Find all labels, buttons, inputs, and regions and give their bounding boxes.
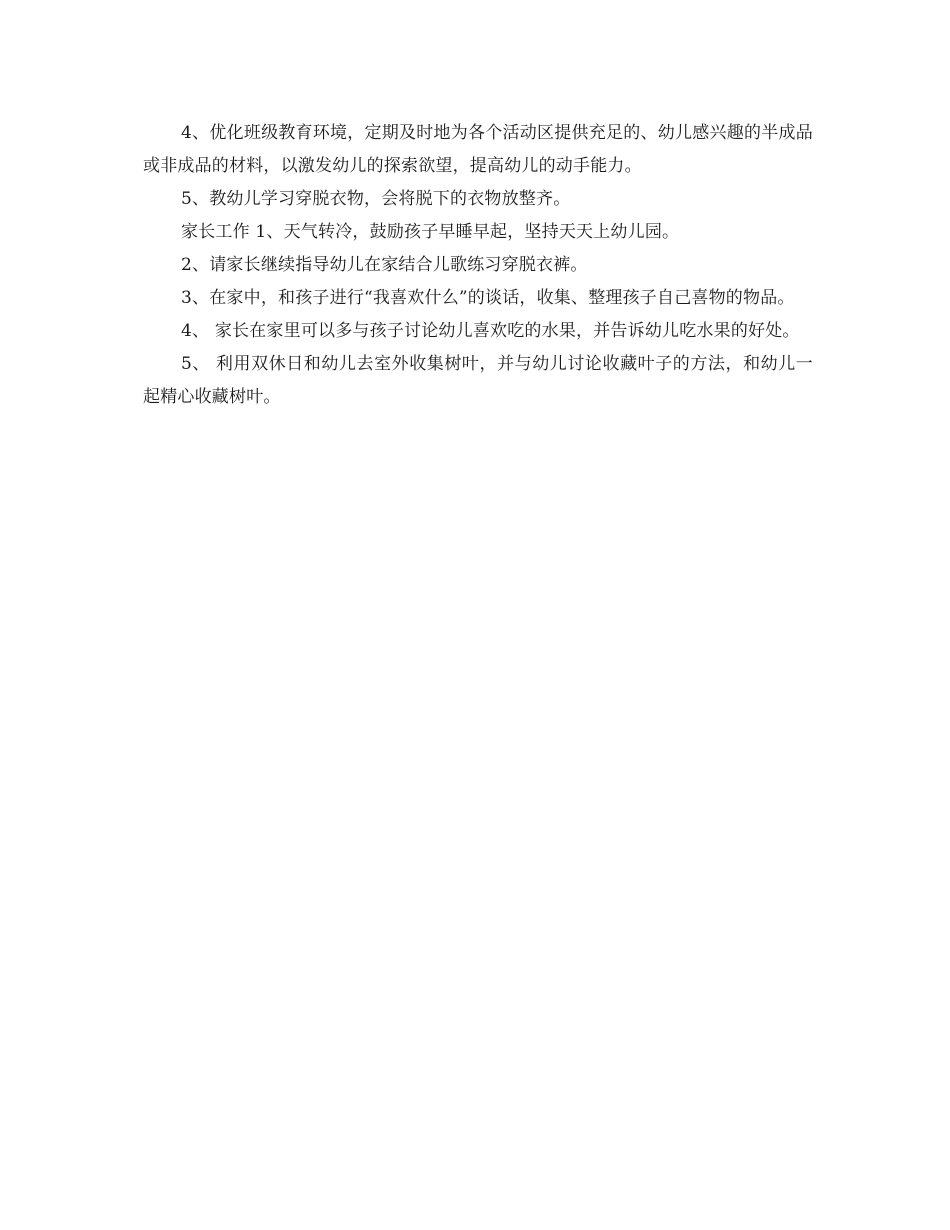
- paragraph-parent-work-2: 2、请家长继续指导幼儿在家结合儿歌练习穿脱衣裤。: [181, 255, 588, 275]
- paragraph-parent-work-5: 5、 利用双休日和幼儿去室外收集树叶，并与幼儿讨论收藏叶子的方法，和幼儿一起精心收藏树叶。: [143, 354, 813, 407]
- document-body: [143, 117, 813, 414]
- paragraph-parent-work-4: 4、 家长在家里可以多与孩子讨论幼儿喜欢吃的水果，并告诉幼儿吃水果的好处。: [181, 321, 800, 341]
- paragraph-item-5-dressing: 5、教幼儿学习穿脱衣物，会将脱下的衣物放整齐。: [181, 189, 571, 209]
- paragraph-parent-work-1: 家长工作 1、天气转冷，鼓励孩子早睡早起，坚持天天上幼儿园。: [181, 222, 680, 242]
- paragraph-item-4-environment: 4、优化班级教育环境，定期及时地为各个活动区提供充足的、幼儿感兴趣的半成品或非成品的材料，以激发幼儿的探索欲望，提高幼儿的动手能力。: [143, 123, 813, 176]
- paragraph-parent-work-3: 3、在家中，和孩子进行“我喜欢什么”的谈话，收集、整理孩子自己喜物的物品。: [181, 288, 795, 308]
